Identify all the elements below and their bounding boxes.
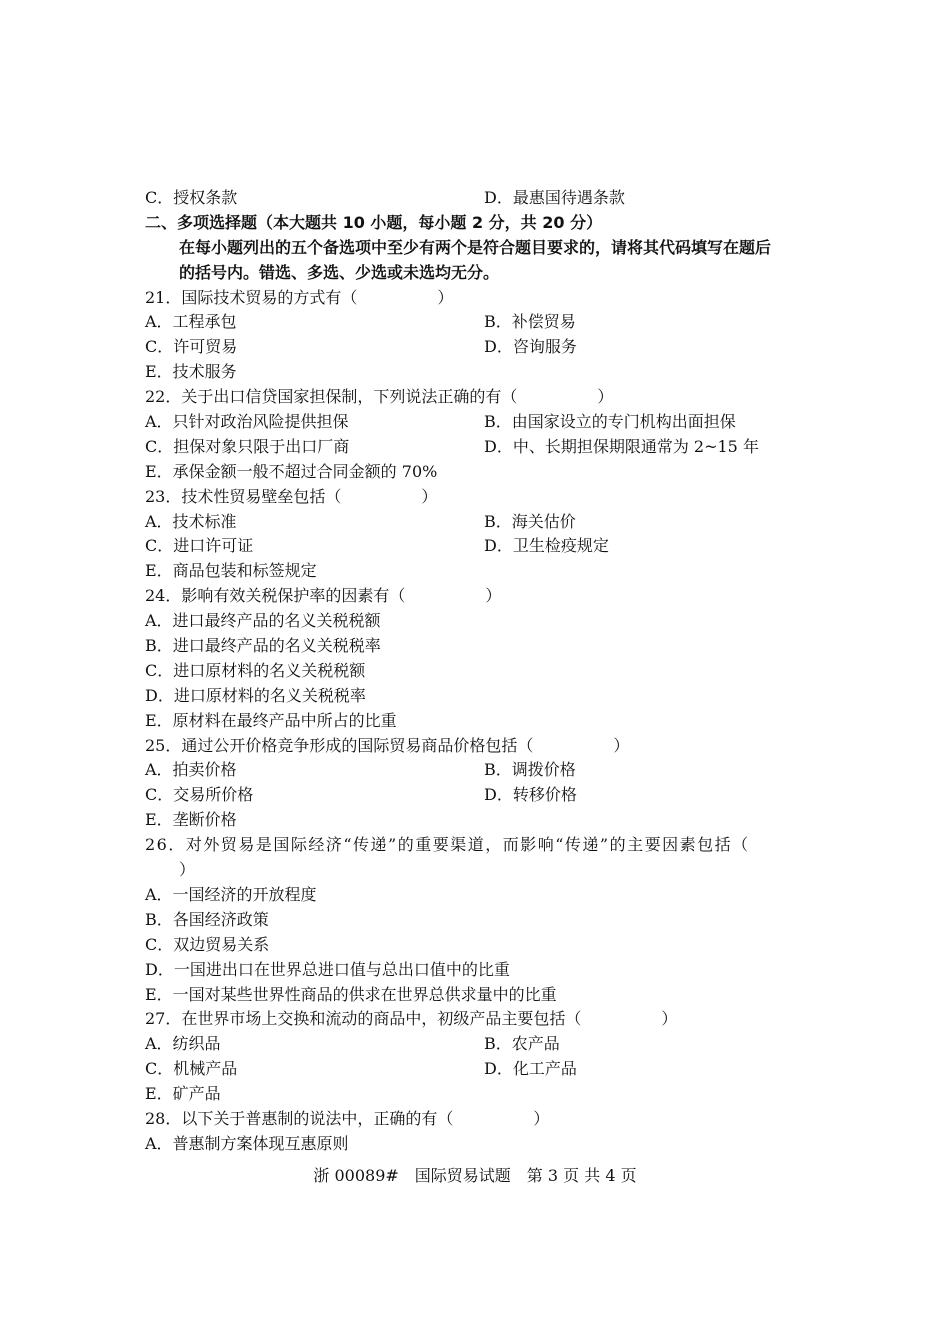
option-c: C．机械产品	[145, 1059, 238, 1079]
instruction-line: 的括号内。错选、多选、少选或未选均无分。	[179, 262, 500, 282]
option-c: C．进口原材料的名义关税税额	[145, 660, 366, 680]
question-24: 24．影响有效关税保护率的因素有（ ）	[145, 586, 502, 606]
option-a: A．普惠制方案体现互惠原则	[145, 1133, 349, 1153]
option-row	[145, 1032, 815, 1057]
option-row	[145, 510, 815, 535]
option-d: D．进口原材料的名义关税税率	[145, 685, 366, 705]
option-d: D．一国进出口在世界总进口值与总出口值中的比重	[145, 959, 510, 979]
option-c: C．授权条款	[145, 188, 238, 207]
question-28: 28．以下关于普惠制的说法中，正确的有（ ）	[145, 1108, 550, 1128]
option-row	[145, 335, 815, 360]
option-c: C．交易所价格	[145, 785, 254, 805]
option-a: A．纺织品	[145, 1034, 221, 1054]
question-25: 25．通过公开价格竞争形成的国际贸易商品价格包括（ ）	[145, 735, 630, 755]
option-b: B．农产品	[484, 1034, 560, 1054]
question-22: 22．关于出口信贷国家担保制，下列说法正确的有（ ）	[145, 387, 614, 407]
option-b: B．补偿贸易	[484, 312, 576, 332]
instruction-line: 在每小题列出的五个备选项中至少有两个是符合题目要求的，请将其代码填写在题后	[179, 237, 772, 257]
question-26-continued: ）	[179, 860, 196, 880]
option-a: A．一国经济的开放程度	[145, 884, 317, 904]
option-row	[145, 758, 815, 783]
option-e: E．承保金额一般不超过合同金额的 70%	[145, 461, 438, 481]
option-b: B．海关估价	[484, 511, 576, 531]
option-d: D．中、长期担保期限通常为 2~15 年	[484, 436, 759, 456]
option-e: E．一国对某些世界性商品的供求在世界总供求量中的比重	[145, 984, 557, 1004]
option-d: D．咨询服务	[484, 337, 577, 357]
option-e: E．垄断价格	[145, 810, 237, 830]
option-a: A．只针对政治风险提供担保	[145, 412, 349, 432]
option-e: E．原材料在最终产品中所占的比重	[145, 710, 397, 730]
option-b: B．由国家设立的专门机构出面担保	[484, 412, 736, 432]
option-row	[145, 186, 815, 211]
option-a: A．进口最终产品的名义关税税额	[145, 611, 381, 631]
question-23: 23．技术性贸易壁垒包括（ ）	[145, 486, 438, 506]
option-c: C．进口许可证	[145, 536, 254, 556]
option-e: E．商品包装和标签规定	[145, 561, 317, 581]
page-footer: 浙 00089# 国际贸易试题 第 3 页 共 4 页	[313, 1166, 637, 1185]
option-row	[145, 410, 815, 435]
option-a: A．工程承包	[145, 312, 237, 332]
option-d: D．卫生检疫规定	[484, 536, 609, 556]
option-d: D．化工产品	[484, 1059, 577, 1079]
option-c: C．许可贸易	[145, 337, 238, 357]
option-b: B．进口最终产品的名义关税税率	[145, 636, 381, 656]
option-d: D．转移价格	[484, 785, 577, 805]
option-row	[145, 534, 815, 559]
option-a: A．拍卖价格	[145, 760, 237, 780]
option-e: E．矿产品	[145, 1084, 221, 1104]
option-b: B．各国经济政策	[145, 909, 269, 929]
question-27: 27．在世界市场上交换和流动的商品中，初级产品主要包括（ ）	[145, 1009, 678, 1029]
option-row	[145, 435, 815, 460]
option-row	[145, 783, 815, 808]
option-c: C．双边贸易关系	[145, 934, 270, 954]
option-row	[145, 1057, 815, 1082]
option-c: C．担保对象只限于出口厂商	[145, 436, 350, 456]
option-b: B．调拨价格	[484, 760, 576, 780]
question-26: 26．对外贸易是国际经济“传递”的重要渠道，而影响“传递”的主要因素包括（	[145, 835, 750, 855]
section-heading: 二、多项选择题（本大题共 10 小题，每小题 2 分，共 20 分）	[145, 212, 603, 232]
question-21: 21．国际技术贸易的方式有（ ）	[145, 287, 454, 307]
option-e: E．技术服务	[145, 362, 237, 382]
option-a: A．技术标准	[145, 511, 237, 531]
page-content	[145, 186, 815, 1157]
option-row	[145, 310, 815, 335]
option-d: D．最惠国待遇条款	[484, 188, 625, 207]
